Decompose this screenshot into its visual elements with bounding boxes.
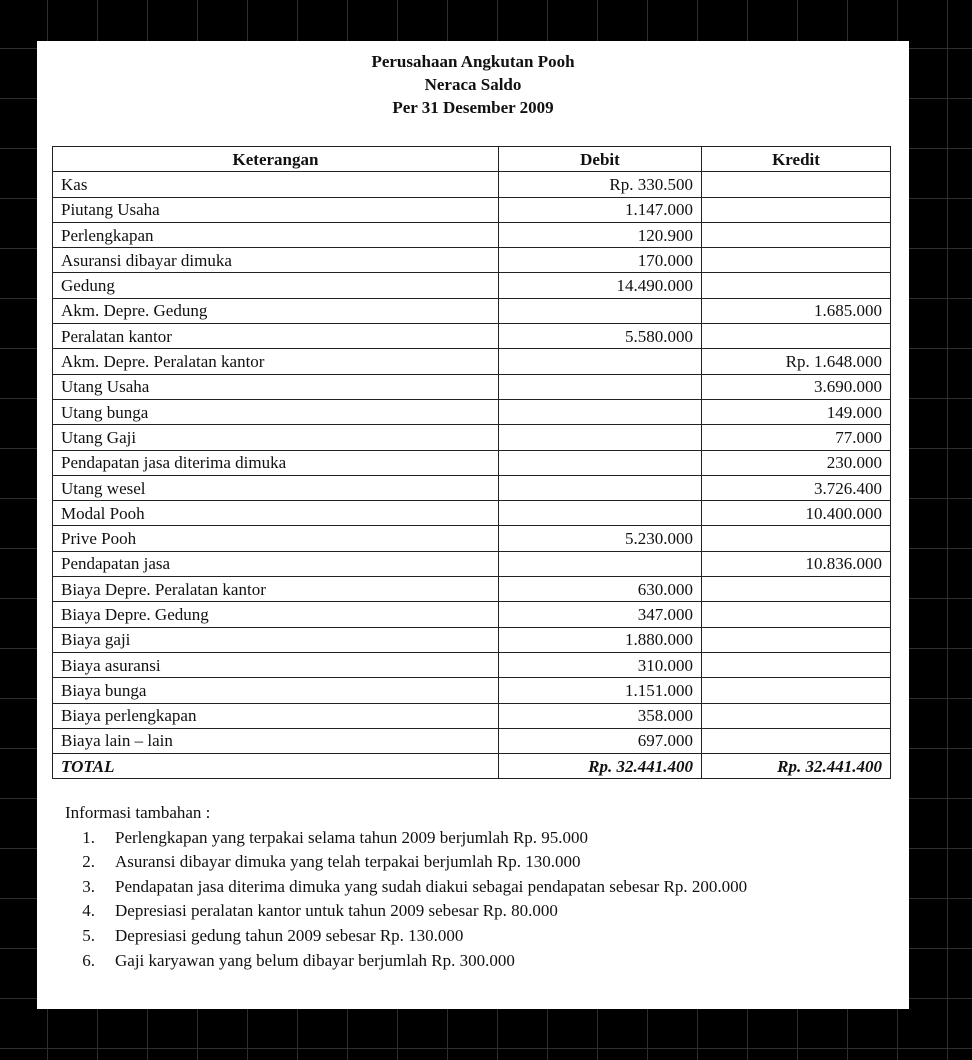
- cell-credit: 77.000: [702, 425, 891, 450]
- cell-credit: [702, 703, 891, 728]
- list-item-text: Depresiasi gedung tahun 2009 sebesar Rp. 130.000: [115, 925, 464, 945]
- cell-account: Utang bunga: [53, 399, 499, 424]
- cell-debit: [499, 450, 702, 475]
- table-row: [53, 374, 891, 399]
- cell-debit: 120.900: [499, 222, 702, 247]
- table-row: [53, 652, 891, 677]
- cell-debit: 1.880.000: [499, 627, 702, 652]
- document-page: [37, 41, 909, 1009]
- cell-account: Asuransi dibayar dimuka: [53, 248, 499, 273]
- cell-account: Akm. Depre. Peralatan kantor: [53, 349, 499, 374]
- cell-account: Pendapatan jasa: [53, 551, 499, 576]
- cell-account: Biaya gaji: [53, 627, 499, 652]
- cell-account: Prive Pooh: [53, 526, 499, 551]
- table-row: [53, 501, 891, 526]
- list-item-text: Gaji karyawan yang belum dibayar berjumlah Rp. 300.000: [115, 950, 515, 970]
- total-debit: Rp. 32.441.400: [499, 754, 702, 779]
- table-row: [53, 222, 891, 247]
- cell-credit: [702, 652, 891, 677]
- header-debit: Debit: [499, 147, 702, 172]
- list-item-number: 3.: [82, 876, 95, 896]
- list-item: [65, 924, 805, 949]
- info-list: [65, 826, 805, 974]
- total-credit: Rp. 32.441.400: [702, 754, 891, 779]
- cell-credit: [702, 324, 891, 349]
- cell-credit: [702, 526, 891, 551]
- cell-debit: 5.230.000: [499, 526, 702, 551]
- cell-credit: [702, 197, 891, 222]
- report-title: Neraca Saldo: [424, 75, 522, 94]
- cell-credit: 3.726.400: [702, 475, 891, 500]
- list-item-number: 4.: [82, 901, 95, 921]
- list-item-number: 2.: [82, 852, 95, 872]
- additional-info: [65, 801, 805, 973]
- table-row: [53, 475, 891, 500]
- cell-account: Biaya Depre. Gedung: [53, 602, 499, 627]
- cell-credit: 230.000: [702, 450, 891, 475]
- total-label: TOTAL: [53, 754, 499, 779]
- table-row: [53, 602, 891, 627]
- cell-account: Utang wesel: [53, 475, 499, 500]
- header-kredit: Kredit: [702, 147, 891, 172]
- cell-credit: [702, 678, 891, 703]
- cell-credit: [702, 627, 891, 652]
- info-heading: Informasi tambahan :: [65, 803, 211, 822]
- cell-debit: 310.000: [499, 652, 702, 677]
- table-row: [53, 399, 891, 424]
- cell-debit: 1.151.000: [499, 678, 702, 703]
- cell-account: Kas: [53, 172, 499, 197]
- cell-debit: [499, 501, 702, 526]
- cell-debit: [499, 374, 702, 399]
- cell-account: Utang Usaha: [53, 374, 499, 399]
- cell-debit: 630.000: [499, 577, 702, 602]
- table-row: [53, 526, 891, 551]
- cell-debit: [499, 349, 702, 374]
- report-period: Per 31 Desember 2009: [392, 98, 554, 117]
- list-item: [65, 826, 805, 851]
- list-item: [65, 850, 805, 875]
- cell-credit: 149.000: [702, 399, 891, 424]
- table-row: [53, 349, 891, 374]
- list-item-text: Asuransi dibayar dimuka yang telah terpakai berjumlah Rp. 130.000: [115, 852, 581, 872]
- table-row: [53, 273, 891, 298]
- cell-debit: [499, 551, 702, 576]
- total-row: [53, 754, 891, 779]
- table-row: [53, 450, 891, 475]
- table-row: [53, 728, 891, 753]
- cell-account: Pendapatan jasa diterima dimuka: [53, 450, 499, 475]
- cell-credit: 3.690.000: [702, 374, 891, 399]
- cell-account: Perlengkapan: [53, 222, 499, 247]
- list-item: [65, 875, 805, 900]
- list-item-number: 5.: [82, 925, 95, 945]
- cell-debit: 14.490.000: [499, 273, 702, 298]
- cell-account: Biaya lain – lain: [53, 728, 499, 753]
- cell-debit: [499, 475, 702, 500]
- table-row: [53, 248, 891, 273]
- cell-account: Utang Gaji: [53, 425, 499, 450]
- list-item-number: 1.: [82, 827, 95, 847]
- cell-account: Peralatan kantor: [53, 324, 499, 349]
- cell-account: Modal Pooh: [53, 501, 499, 526]
- cell-account: Piutang Usaha: [53, 197, 499, 222]
- cell-credit: [702, 172, 891, 197]
- report-header: [37, 50, 909, 119]
- cell-credit: [702, 602, 891, 627]
- cell-account: Akm. Depre. Gedung: [53, 298, 499, 323]
- cell-credit: 10.400.000: [702, 501, 891, 526]
- table-row: [53, 197, 891, 222]
- cell-credit: [702, 728, 891, 753]
- cell-credit: 1.685.000: [702, 298, 891, 323]
- cell-debit: [499, 399, 702, 424]
- cell-debit: 697.000: [499, 728, 702, 753]
- cell-account: Biaya asuransi: [53, 652, 499, 677]
- header-keterangan: Keterangan: [53, 147, 499, 172]
- cell-debit: Rp. 330.500: [499, 172, 702, 197]
- table-body: [53, 172, 891, 754]
- table-row: [53, 172, 891, 197]
- cell-credit: Rp. 1.648.000: [702, 349, 891, 374]
- company-name: Perusahaan Angkutan Pooh: [371, 52, 575, 71]
- cell-account: Biaya Depre. Peralatan kantor: [53, 577, 499, 602]
- cell-account: Biaya bunga: [53, 678, 499, 703]
- cell-credit: [702, 248, 891, 273]
- table-row: [53, 324, 891, 349]
- cell-credit: [702, 222, 891, 247]
- cell-debit: 1.147.000: [499, 197, 702, 222]
- cell-debit: 347.000: [499, 602, 702, 627]
- table-row: [53, 678, 891, 703]
- list-item-text: Depresiasi peralatan kantor untuk tahun 2009 sebesar Rp. 80.000: [115, 901, 558, 921]
- table-row: [53, 551, 891, 576]
- cell-debit: 170.000: [499, 248, 702, 273]
- cell-debit: 5.580.000: [499, 324, 702, 349]
- cell-credit: [702, 577, 891, 602]
- table-row: [53, 425, 891, 450]
- list-item-text: Pendapatan jasa diterima dimuka yang sudah diakui sebagai pendapatan sebesar Rp. 200.000: [115, 876, 748, 896]
- table-row: [53, 627, 891, 652]
- cell-debit: 358.000: [499, 703, 702, 728]
- cell-debit: [499, 425, 702, 450]
- list-item: [65, 949, 805, 974]
- cell-debit: [499, 298, 702, 323]
- list-item: [65, 899, 805, 924]
- cell-credit: [702, 273, 891, 298]
- list-item-text: Perlengkapan yang terpakai selama tahun 2009 berjumlah Rp. 95.000: [115, 827, 589, 847]
- table-row: [53, 298, 891, 323]
- table-row: [53, 703, 891, 728]
- cell-credit: 10.836.000: [702, 551, 891, 576]
- list-item-number: 6.: [82, 950, 95, 970]
- table-row: [53, 577, 891, 602]
- trial-balance-table: [52, 146, 891, 779]
- cell-account: Biaya perlengkapan: [53, 703, 499, 728]
- table-header-row: [53, 147, 891, 172]
- cell-account: Gedung: [53, 273, 499, 298]
